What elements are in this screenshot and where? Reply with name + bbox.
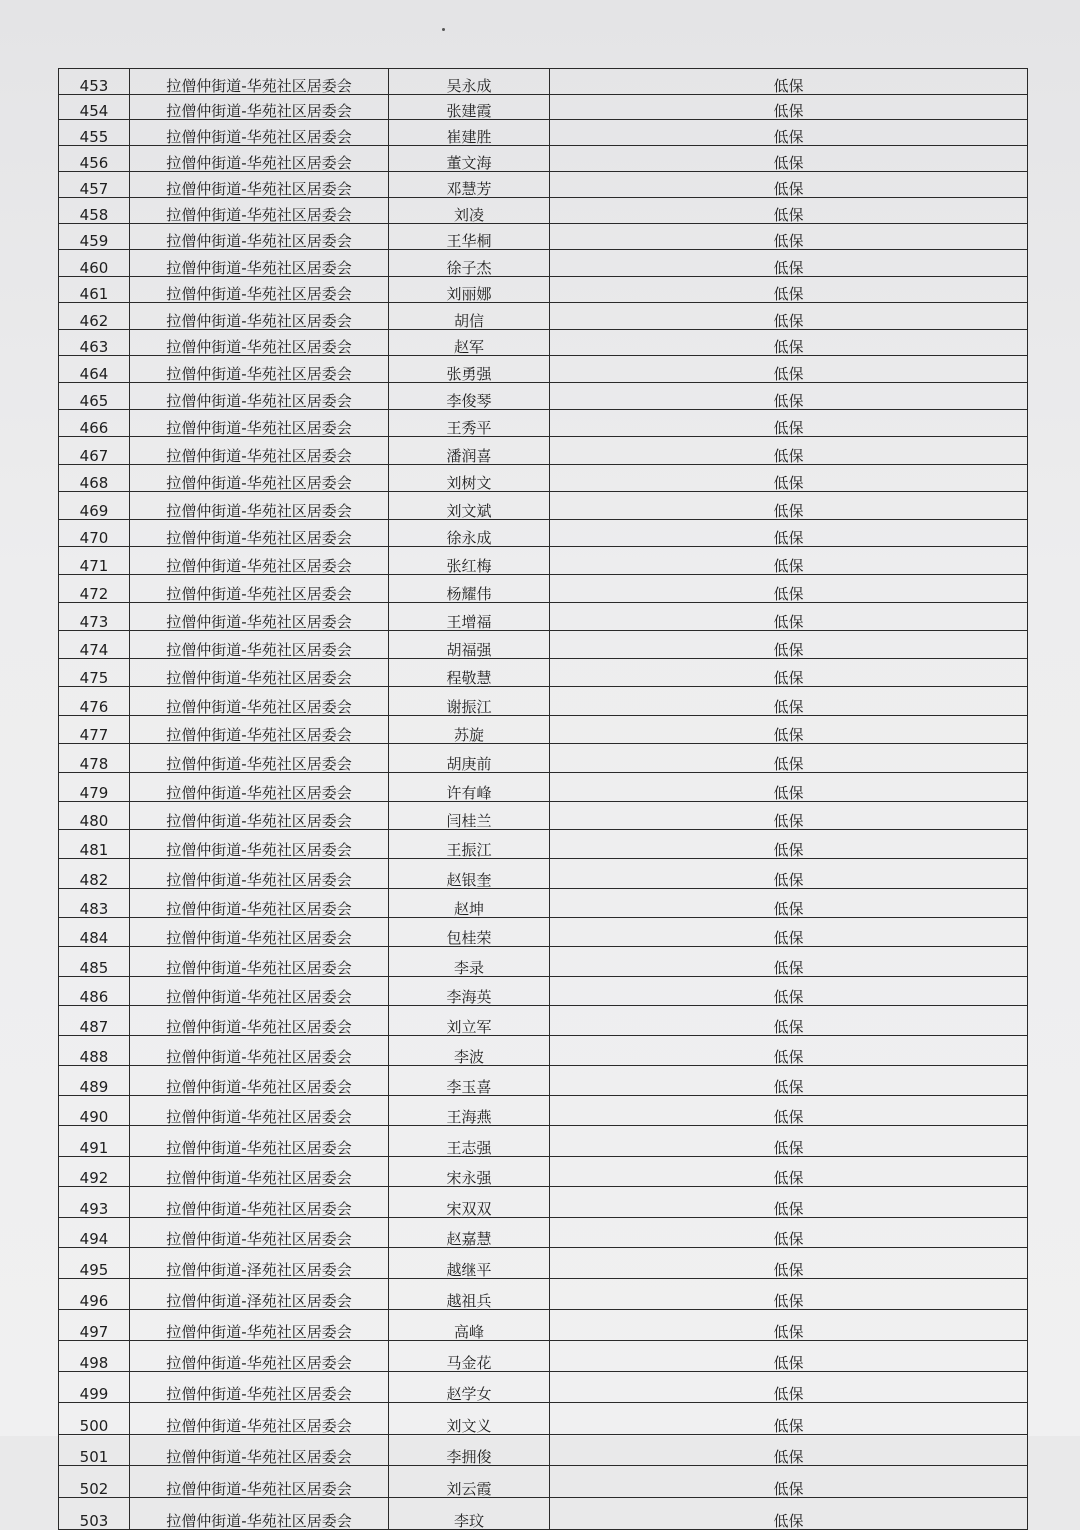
row-name: 李海英 <box>389 976 550 1006</box>
row-unit: 拉僧仲街道-华苑社区居委会 <box>130 1309 389 1340</box>
table-row <box>59 492 1028 520</box>
row-type: 低保 <box>550 250 1028 276</box>
row-number: 479 <box>59 772 130 801</box>
table-row <box>59 772 1028 801</box>
table-row <box>59 1217 1028 1248</box>
row-name: 刘文斌 <box>389 492 550 520</box>
row-name: 王华桐 <box>389 223 550 249</box>
row-type: 低保 <box>550 464 1028 491</box>
row-unit: 拉僧仲街道-华苑社区居委会 <box>130 744 389 773</box>
row-type: 低保 <box>550 547 1028 575</box>
table-row <box>59 1340 1028 1371</box>
row-number: 496 <box>59 1278 130 1309</box>
row-name: 赵嘉慧 <box>389 1217 550 1248</box>
row-name: 潘润喜 <box>389 437 550 464</box>
row-unit: 拉僧仲街道-华苑社区居委会 <box>130 145 389 171</box>
table-row <box>59 1066 1028 1096</box>
row-number: 484 <box>59 917 130 946</box>
row-number: 460 <box>59 250 130 276</box>
row-type: 低保 <box>550 1036 1028 1066</box>
row-name: 杨耀伟 <box>389 574 550 602</box>
row-type: 低保 <box>550 145 1028 171</box>
row-name: 高峰 <box>389 1309 550 1340</box>
row-number: 492 <box>59 1156 130 1186</box>
table-row <box>59 1036 1028 1066</box>
row-unit: 拉僧仲街道-华苑社区居委会 <box>130 250 389 276</box>
row-name: 赵银奎 <box>389 859 550 888</box>
row-type: 低保 <box>550 1066 1028 1096</box>
row-type: 低保 <box>550 1497 1028 1529</box>
row-number: 497 <box>59 1309 130 1340</box>
row-number: 502 <box>59 1466 130 1498</box>
row-unit: 拉僧仲街道-华苑社区居委会 <box>130 94 389 120</box>
row-unit: 拉僧仲街道-华苑社区居委会 <box>130 303 389 330</box>
row-unit: 拉僧仲街道-华苑社区居委会 <box>130 888 389 917</box>
row-name: 谢振江 <box>389 687 550 715</box>
table-row <box>59 801 1028 830</box>
row-type: 低保 <box>550 1403 1028 1434</box>
row-unit: 拉僧仲街道-华苑社区居委会 <box>130 1217 389 1248</box>
row-type: 低保 <box>550 120 1028 146</box>
row-number: 458 <box>59 197 130 223</box>
table-row <box>59 519 1028 547</box>
row-type: 低保 <box>550 830 1028 859</box>
row-name: 刘树文 <box>389 464 550 491</box>
table-row <box>59 356 1028 383</box>
row-number: 490 <box>59 1096 130 1126</box>
row-name: 吴永成 <box>389 69 550 95</box>
row-name: 刘凌 <box>389 197 550 223</box>
row-name: 王振江 <box>389 830 550 859</box>
row-name: 王海燕 <box>389 1096 550 1126</box>
table-row <box>59 1278 1028 1309</box>
row-number: 491 <box>59 1126 130 1156</box>
table-row <box>59 1403 1028 1434</box>
row-unit: 拉僧仲街道-华苑社区居委会 <box>130 772 389 801</box>
row-name: 赵军 <box>389 329 550 356</box>
row-unit: 拉僧仲街道-华苑社区居委会 <box>130 519 389 547</box>
row-number: 499 <box>59 1372 130 1403</box>
row-number: 475 <box>59 658 130 686</box>
row-unit: 拉僧仲街道-华苑社区居委会 <box>130 464 389 491</box>
row-type: 低保 <box>550 303 1028 330</box>
table-row <box>59 1096 1028 1126</box>
row-number: 470 <box>59 519 130 547</box>
row-unit: 拉僧仲街道-华苑社区居委会 <box>130 687 389 715</box>
row-unit: 拉僧仲街道-华苑社区居委会 <box>130 547 389 575</box>
row-unit: 拉僧仲街道-华苑社区居委会 <box>130 356 389 383</box>
row-number: 462 <box>59 303 130 330</box>
row-unit: 拉僧仲街道-华苑社区居委会 <box>130 492 389 520</box>
row-name: 李俊琴 <box>389 383 550 410</box>
row-type: 低保 <box>550 197 1028 223</box>
table-row <box>59 1497 1028 1529</box>
row-unit: 拉僧仲街道-华苑社区居委会 <box>130 715 389 744</box>
row-number: 480 <box>59 801 130 830</box>
row-type: 低保 <box>550 602 1028 630</box>
row-type: 低保 <box>550 1126 1028 1156</box>
row-type: 低保 <box>550 1466 1028 1498</box>
row-unit: 拉僧仲街道-华苑社区居委会 <box>130 120 389 146</box>
row-number: 473 <box>59 602 130 630</box>
row-number: 503 <box>59 1497 130 1529</box>
row-type: 低保 <box>550 329 1028 356</box>
row-unit: 拉僧仲街道-华苑社区居委会 <box>130 630 389 658</box>
row-type: 低保 <box>550 574 1028 602</box>
table-row <box>59 1309 1028 1340</box>
row-unit: 拉僧仲街道-华苑社区居委会 <box>130 1006 389 1036</box>
table-row <box>59 1187 1028 1218</box>
table-row <box>59 120 1028 146</box>
table-row <box>59 744 1028 773</box>
table-row <box>59 859 1028 888</box>
row-name: 刘丽娜 <box>389 276 550 303</box>
table-row <box>59 145 1028 171</box>
row-unit: 拉僧仲街道-华苑社区居委会 <box>130 437 389 464</box>
row-unit: 拉僧仲街道-华苑社区居委会 <box>130 976 389 1006</box>
table-row <box>59 69 1028 95</box>
table-body <box>59 69 1028 1530</box>
row-type: 低保 <box>550 1156 1028 1186</box>
table-row <box>59 547 1028 575</box>
row-number: 456 <box>59 145 130 171</box>
row-number: 457 <box>59 171 130 197</box>
row-number: 481 <box>59 830 130 859</box>
row-type: 低保 <box>550 69 1028 95</box>
row-name: 李玉喜 <box>389 1066 550 1096</box>
row-unit: 拉僧仲街道-泽苑社区居委会 <box>130 1278 389 1309</box>
row-type: 低保 <box>550 1006 1028 1036</box>
row-name: 赵坤 <box>389 888 550 917</box>
row-unit: 拉僧仲街道-华苑社区居委会 <box>130 1403 389 1434</box>
table-row <box>59 197 1028 223</box>
row-name: 徐子杰 <box>389 250 550 276</box>
row-number: 476 <box>59 687 130 715</box>
row-type: 低保 <box>550 888 1028 917</box>
table-row <box>59 1434 1028 1466</box>
table-row <box>59 715 1028 744</box>
row-name: 李拥俊 <box>389 1434 550 1466</box>
table-row <box>59 917 1028 946</box>
row-unit: 拉僧仲街道-华苑社区居委会 <box>130 859 389 888</box>
row-name: 苏旋 <box>389 715 550 744</box>
row-name: 宋双双 <box>389 1187 550 1218</box>
row-name: 马金花 <box>389 1340 550 1371</box>
row-unit: 拉僧仲街道-华苑社区居委会 <box>130 276 389 303</box>
row-name: 刘文义 <box>389 1403 550 1434</box>
row-type: 低保 <box>550 519 1028 547</box>
row-type: 低保 <box>550 276 1028 303</box>
row-name: 邓慧芳 <box>389 171 550 197</box>
row-number: 471 <box>59 547 130 575</box>
row-unit: 拉僧仲街道-华苑社区居委会 <box>130 830 389 859</box>
row-number: 468 <box>59 464 130 491</box>
row-type: 低保 <box>550 658 1028 686</box>
recipient-table <box>58 68 1028 1530</box>
row-number: 495 <box>59 1248 130 1279</box>
row-type: 低保 <box>550 383 1028 410</box>
row-name: 王增福 <box>389 602 550 630</box>
row-number: 483 <box>59 888 130 917</box>
row-type: 低保 <box>550 492 1028 520</box>
row-unit: 拉僧仲街道-华苑社区居委会 <box>130 69 389 95</box>
table-row <box>59 1156 1028 1186</box>
row-type: 低保 <box>550 859 1028 888</box>
row-unit: 拉僧仲街道-华苑社区居委会 <box>130 801 389 830</box>
table-row <box>59 303 1028 330</box>
row-name: 李录 <box>389 947 550 977</box>
row-number: 488 <box>59 1036 130 1066</box>
row-unit: 拉僧仲街道-华苑社区居委会 <box>130 171 389 197</box>
row-type: 低保 <box>550 715 1028 744</box>
row-name: 包桂荣 <box>389 917 550 946</box>
row-type: 低保 <box>550 744 1028 773</box>
table-row <box>59 687 1028 715</box>
row-name: 张勇强 <box>389 356 550 383</box>
table-row <box>59 947 1028 977</box>
row-unit: 拉僧仲街道-华苑社区居委会 <box>130 1036 389 1066</box>
ink-dot <box>442 28 445 31</box>
table-row <box>59 171 1028 197</box>
row-unit: 拉僧仲街道-华苑社区居委会 <box>130 223 389 249</box>
table-row <box>59 830 1028 859</box>
table-row <box>59 276 1028 303</box>
row-unit: 拉僧仲街道-华苑社区居委会 <box>130 329 389 356</box>
row-number: 464 <box>59 356 130 383</box>
row-type: 低保 <box>550 1278 1028 1309</box>
row-number: 461 <box>59 276 130 303</box>
row-type: 低保 <box>550 94 1028 120</box>
row-number: 482 <box>59 859 130 888</box>
table-row <box>59 888 1028 917</box>
row-number: 478 <box>59 744 130 773</box>
row-type: 低保 <box>550 223 1028 249</box>
row-type: 低保 <box>550 1248 1028 1279</box>
row-unit: 拉僧仲街道-华苑社区居委会 <box>130 1497 389 1529</box>
row-unit: 拉僧仲街道-华苑社区居委会 <box>130 410 389 437</box>
table-row <box>59 630 1028 658</box>
row-name: 李波 <box>389 1036 550 1066</box>
table-row <box>59 602 1028 630</box>
table-row <box>59 437 1028 464</box>
row-type: 低保 <box>550 687 1028 715</box>
row-unit: 拉僧仲街道-华苑社区居委会 <box>130 1126 389 1156</box>
row-type: 低保 <box>550 630 1028 658</box>
row-number: 459 <box>59 223 130 249</box>
row-unit: 拉僧仲街道-泽苑社区居委会 <box>130 1248 389 1279</box>
row-name: 李玟 <box>389 1497 550 1529</box>
row-type: 低保 <box>550 1096 1028 1126</box>
row-unit: 拉僧仲街道-华苑社区居委会 <box>130 1340 389 1371</box>
row-type: 低保 <box>550 947 1028 977</box>
table-row <box>59 1248 1028 1279</box>
row-type: 低保 <box>550 1340 1028 1371</box>
row-unit: 拉僧仲街道-华苑社区居委会 <box>130 1187 389 1218</box>
row-unit: 拉僧仲街道-华苑社区居委会 <box>130 1466 389 1498</box>
row-number: 486 <box>59 976 130 1006</box>
table-row <box>59 1466 1028 1498</box>
row-number: 500 <box>59 1403 130 1434</box>
row-name: 越继平 <box>389 1248 550 1279</box>
row-type: 低保 <box>550 356 1028 383</box>
row-name: 赵学女 <box>389 1372 550 1403</box>
row-number: 494 <box>59 1217 130 1248</box>
row-number: 463 <box>59 329 130 356</box>
row-number: 477 <box>59 715 130 744</box>
row-name: 徐永成 <box>389 519 550 547</box>
row-unit: 拉僧仲街道-华苑社区居委会 <box>130 1096 389 1126</box>
table-row <box>59 464 1028 491</box>
row-type: 低保 <box>550 976 1028 1006</box>
row-type: 低保 <box>550 917 1028 946</box>
row-number: 465 <box>59 383 130 410</box>
row-name: 张建霞 <box>389 94 550 120</box>
row-unit: 拉僧仲街道-华苑社区居委会 <box>130 1156 389 1186</box>
row-number: 469 <box>59 492 130 520</box>
row-type: 低保 <box>550 801 1028 830</box>
row-name: 刘立军 <box>389 1006 550 1036</box>
table-row <box>59 94 1028 120</box>
table-row <box>59 250 1028 276</box>
row-number: 454 <box>59 94 130 120</box>
row-number: 487 <box>59 1006 130 1036</box>
row-unit: 拉僧仲街道-华苑社区居委会 <box>130 947 389 977</box>
table-row <box>59 223 1028 249</box>
row-unit: 拉僧仲街道-华苑社区居委会 <box>130 383 389 410</box>
row-name: 王志强 <box>389 1126 550 1156</box>
row-type: 低保 <box>550 410 1028 437</box>
row-unit: 拉僧仲街道-华苑社区居委会 <box>130 602 389 630</box>
table-row <box>59 383 1028 410</box>
row-number: 489 <box>59 1066 130 1096</box>
row-name: 张红梅 <box>389 547 550 575</box>
row-name: 许有峰 <box>389 772 550 801</box>
row-name: 刘云霞 <box>389 1466 550 1498</box>
row-unit: 拉僧仲街道-华苑社区居委会 <box>130 917 389 946</box>
row-name: 崔建胜 <box>389 120 550 146</box>
table-row <box>59 1372 1028 1403</box>
row-unit: 拉僧仲街道-华苑社区居委会 <box>130 197 389 223</box>
row-type: 低保 <box>550 1187 1028 1218</box>
row-name: 王秀平 <box>389 410 550 437</box>
row-type: 低保 <box>550 772 1028 801</box>
row-name: 胡庚前 <box>389 744 550 773</box>
row-number: 474 <box>59 630 130 658</box>
row-unit: 拉僧仲街道-华苑社区居委会 <box>130 658 389 686</box>
row-name: 董文海 <box>389 145 550 171</box>
row-type: 低保 <box>550 1217 1028 1248</box>
row-number: 466 <box>59 410 130 437</box>
row-name: 闫桂兰 <box>389 801 550 830</box>
row-type: 低保 <box>550 1372 1028 1403</box>
table-row <box>59 1006 1028 1036</box>
row-name: 程敬慧 <box>389 658 550 686</box>
row-unit: 拉僧仲街道-华苑社区居委会 <box>130 1372 389 1403</box>
row-name: 宋永强 <box>389 1156 550 1186</box>
row-name: 胡信 <box>389 303 550 330</box>
row-unit: 拉僧仲街道-华苑社区居委会 <box>130 574 389 602</box>
table-row <box>59 1126 1028 1156</box>
table-row <box>59 329 1028 356</box>
row-unit: 拉僧仲街道-华苑社区居委会 <box>130 1066 389 1096</box>
row-type: 低保 <box>550 1309 1028 1340</box>
row-unit: 拉僧仲街道-华苑社区居委会 <box>130 1434 389 1466</box>
row-number: 455 <box>59 120 130 146</box>
row-number: 493 <box>59 1187 130 1218</box>
row-number: 453 <box>59 69 130 95</box>
row-number: 472 <box>59 574 130 602</box>
row-type: 低保 <box>550 171 1028 197</box>
row-name: 越祖兵 <box>389 1278 550 1309</box>
table-row <box>59 410 1028 437</box>
table-row <box>59 574 1028 602</box>
row-name: 胡福强 <box>389 630 550 658</box>
row-number: 501 <box>59 1434 130 1466</box>
table-row <box>59 658 1028 686</box>
row-number: 467 <box>59 437 130 464</box>
row-number: 485 <box>59 947 130 977</box>
row-type: 低保 <box>550 1434 1028 1466</box>
row-number: 498 <box>59 1340 130 1371</box>
row-type: 低保 <box>550 437 1028 464</box>
table-row <box>59 976 1028 1006</box>
